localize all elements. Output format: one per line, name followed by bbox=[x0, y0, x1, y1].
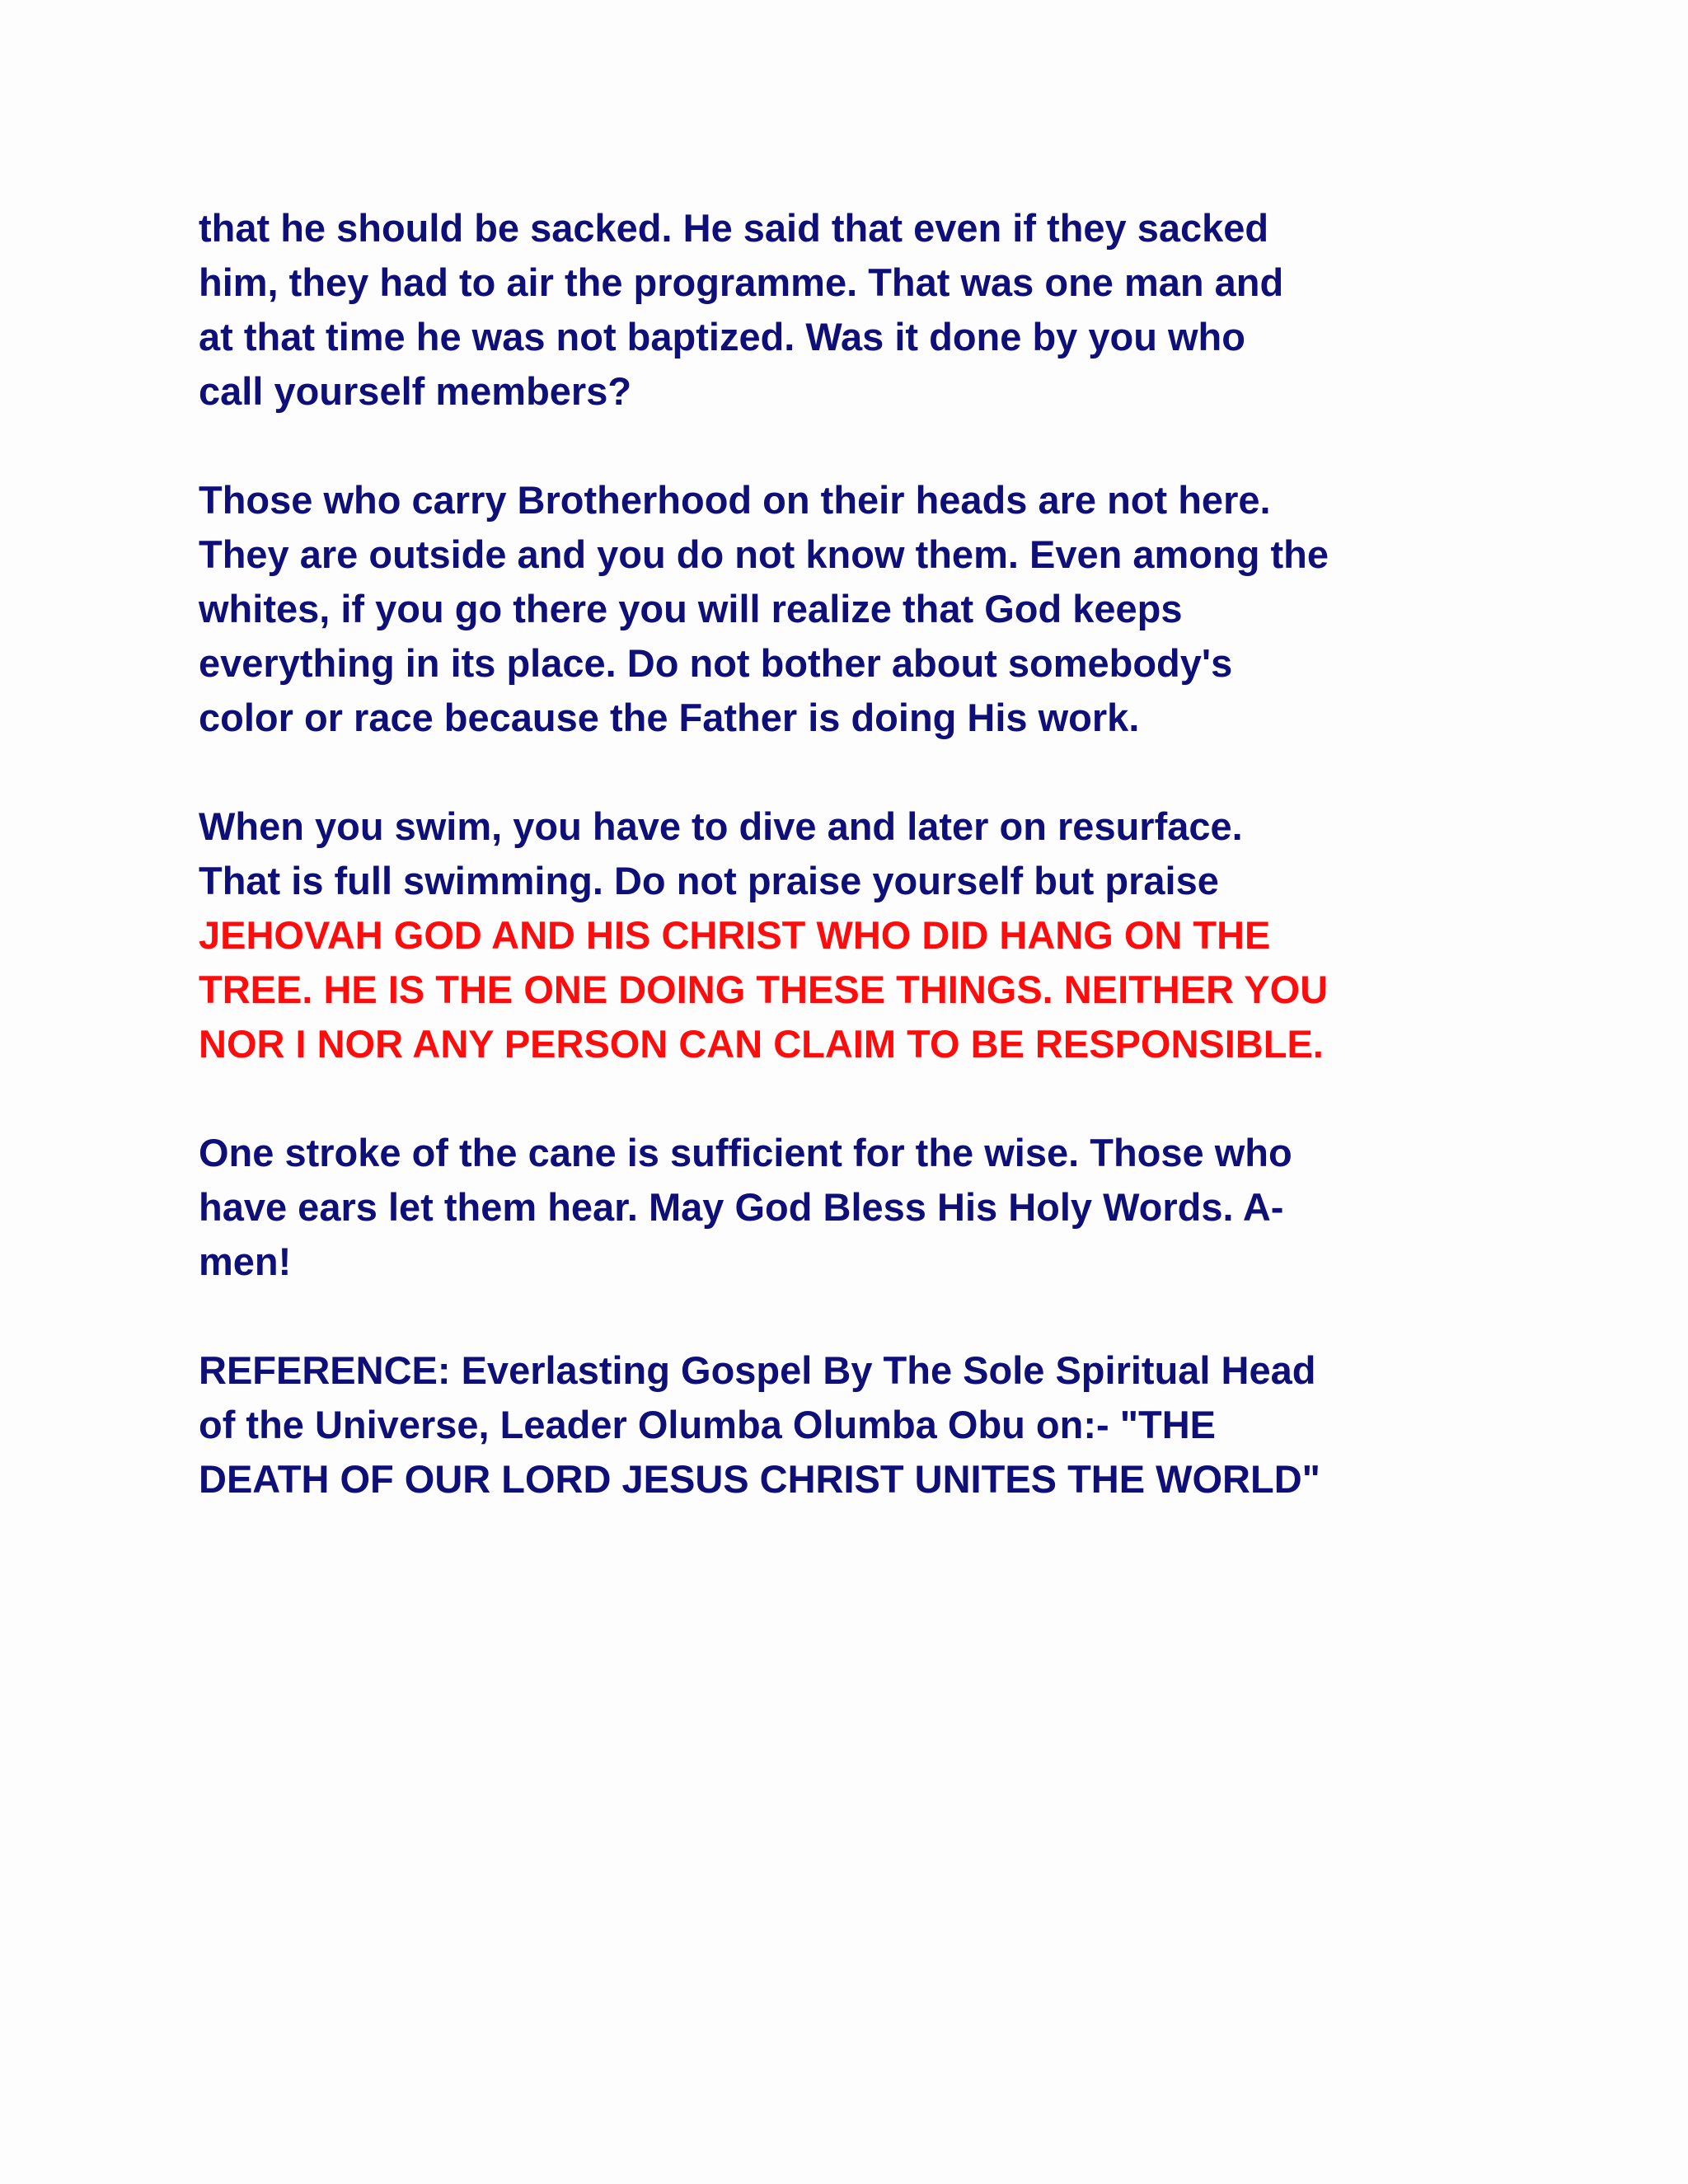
text-line: at that time he was not baptized. Was it done by you who bbox=[199, 315, 1245, 359]
text-line: everything in its place. Do not bother about somebody's bbox=[199, 641, 1233, 685]
text-line: DEATH OF OUR LORD JESUS CHRIST UNITES THE WORLD" bbox=[199, 1457, 1320, 1501]
text-line: that he should be sacked. He said that even if they sacked bbox=[199, 206, 1269, 250]
highlight-text-line: TREE. HE IS THE ONE DOING THESE THINGS. NEITHER YOU bbox=[199, 968, 1329, 1011]
text-line: Those who carry Brotherhood on their heads are not here. bbox=[199, 478, 1271, 522]
text-line: him, they had to air the programme. That was one man and bbox=[199, 260, 1284, 304]
paragraph-reference bbox=[199, 1343, 1534, 1507]
text-line: When you swim, you have to dive and later on resurface. bbox=[199, 804, 1243, 848]
text-line: of the Universe, Leader Olumba Olumba Obu on:- "THE bbox=[199, 1403, 1216, 1446]
document-body bbox=[199, 201, 1534, 1561]
text-line: whites, if you go there you will realize that God keeps bbox=[199, 587, 1183, 630]
paragraph-sacked bbox=[199, 201, 1534, 419]
paragraph-brotherhood bbox=[199, 473, 1534, 745]
text-line: have ears let them hear. May God Bless His Holy Words. A- bbox=[199, 1185, 1284, 1229]
highlight-text-line: JEHOVAH GOD AND HIS CHRIST WHO DID HANG ON THE bbox=[199, 913, 1271, 957]
paragraph-swimming bbox=[199, 799, 1534, 1071]
text-line: color or race because the Father is doing His work. bbox=[199, 696, 1140, 739]
text-line: One stroke of the cane is sufficient for the wise. Those who bbox=[199, 1131, 1292, 1174]
highlight-text-line: NOR I NOR ANY PERSON CAN CLAIM TO BE RESPONSIBLE. bbox=[199, 1022, 1324, 1066]
text-line: That is full swimming. Do not praise yourself but praise bbox=[199, 859, 1219, 902]
text-line: REFERENCE: Everlasting Gospel By The Sole Spiritual Head bbox=[199, 1348, 1316, 1392]
text-line: men! bbox=[199, 1240, 292, 1283]
paragraph-cane bbox=[199, 1126, 1534, 1289]
text-line: call yourself members? bbox=[199, 369, 632, 413]
text-line: They are outside and you do not know them. Even among the bbox=[199, 532, 1329, 576]
